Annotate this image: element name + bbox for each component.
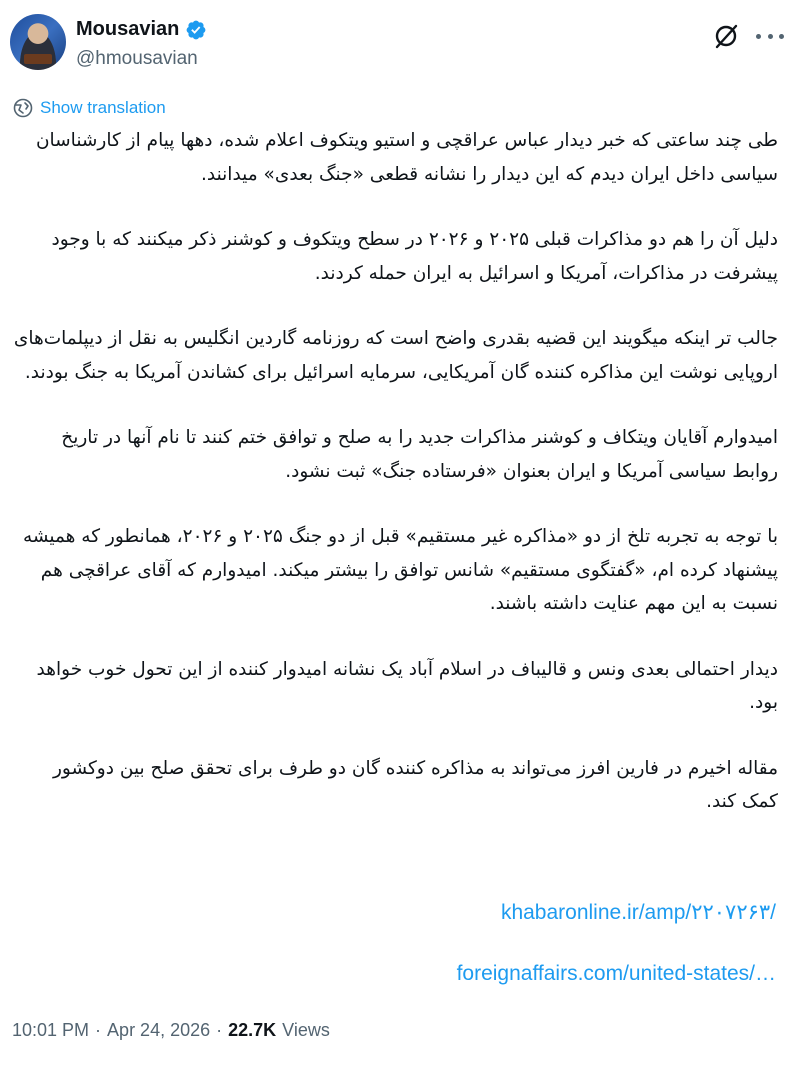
tweet-time[interactable]: 10:01 PM <box>12 1020 90 1040</box>
tweet-paragraph-7: مقاله اخیرم در فارین افرز می‌تواند به مذاکره کننده گان دو طرف برای تحقق صلح بین دوکشور کمک کند. <box>53 757 778 812</box>
meta-separator: · <box>95 1020 102 1040</box>
avatar[interactable] <box>10 14 66 70</box>
tweet-date[interactable]: Apr 24, 2026 <box>107 1020 211 1040</box>
tweet-paragraph-2: دلیل آن را هم دو مذاکرات قبلی ۲۰۲۵ و ۲۰۲۶ در سطح ویتکوف و کوشنر ذکر میکنند که با وجود پیشرفت در مذاکرات، آمریکا و اسرائیل به ایران حمله کردند. <box>51 229 778 284</box>
foreignaffairs-link[interactable]: foreignaffairs.com/united-states/… <box>456 962 776 985</box>
tweet-paragraph-3: جالب تر اینکه میگویند این قضیه بقدری واضح است که روزنامه گاردین انگلیس به نقل از دیپلمات‌های اروپایی نوشت این مذاکره کننده گان آمریکایی، سرمایه اسرائیل برای کشاندن آمریکا به جنگ بودند. <box>13 328 778 383</box>
show-translation-label[interactable]: Show translation <box>40 98 166 117</box>
views-count[interactable]: 22.7K <box>228 1020 277 1040</box>
tweet-paragraph-1: طی چند ساعتی که خبر دیدار عباس عراقچی و استیو ویتکوف اعلام شده، دهها پیام از کارشناسان سیاسی داخل ایران دیدم که این دیدار را نشانه قطعی «جنگ بعدی» میدانند. <box>35 130 778 185</box>
author-display-name[interactable]: Mousavian <box>76 18 180 40</box>
tweet-paragraph-5: با توجه به تجربه تلخ از دو «مذاکره غیر مستقیم» قبل از دو جنگ ۲۰۲۵ و ۲۰۲۶، همانطور که همیشه پیشنهاد کرده ام، «گفتگوی مستقیم» شانس توافق را بیشتر میکند. امیدوارم که آقای عراقچی هم نسبت به این مهم عنایت داشته باشند. <box>22 526 778 614</box>
views-label: Views <box>282 1020 330 1040</box>
more-dots-icon[interactable] <box>756 24 784 48</box>
verified-badge-icon <box>185 19 207 41</box>
tweet-text <box>12 124 778 851</box>
tweet-header <box>10 10 790 76</box>
tweet-paragraph-6: دیدار احتمالی بعدی ونس و قالیباف در اسلام آباد یک نشانه امیدوار کننده از این تحول خوب خواهد بود. <box>36 658 778 713</box>
tweet-meta <box>12 1020 330 1041</box>
grok-slash-circle-icon[interactable] <box>712 22 740 50</box>
khabaronline-link[interactable]: khabaronline.ir/amp/۲۲۰۷۲۶۳/ <box>500 901 776 924</box>
author-handle[interactable]: @hmousavian <box>76 48 198 69</box>
tweet-paragraph-4: امیدوارم آقایان ویتکاف و کوشنر مذاکرات جدید را به صلح و توافق ختم کنند تا نام آنها در تاریخ روابط سیاسی آمریکا و ایران بعنوان «فرستاده جنگ» ثبت نشود. <box>61 427 778 482</box>
author-name-row[interactable] <box>76 18 207 41</box>
show-translation-link[interactable] <box>12 97 166 119</box>
translate-globe-icon <box>12 97 34 119</box>
meta-separator: · <box>216 1020 223 1040</box>
